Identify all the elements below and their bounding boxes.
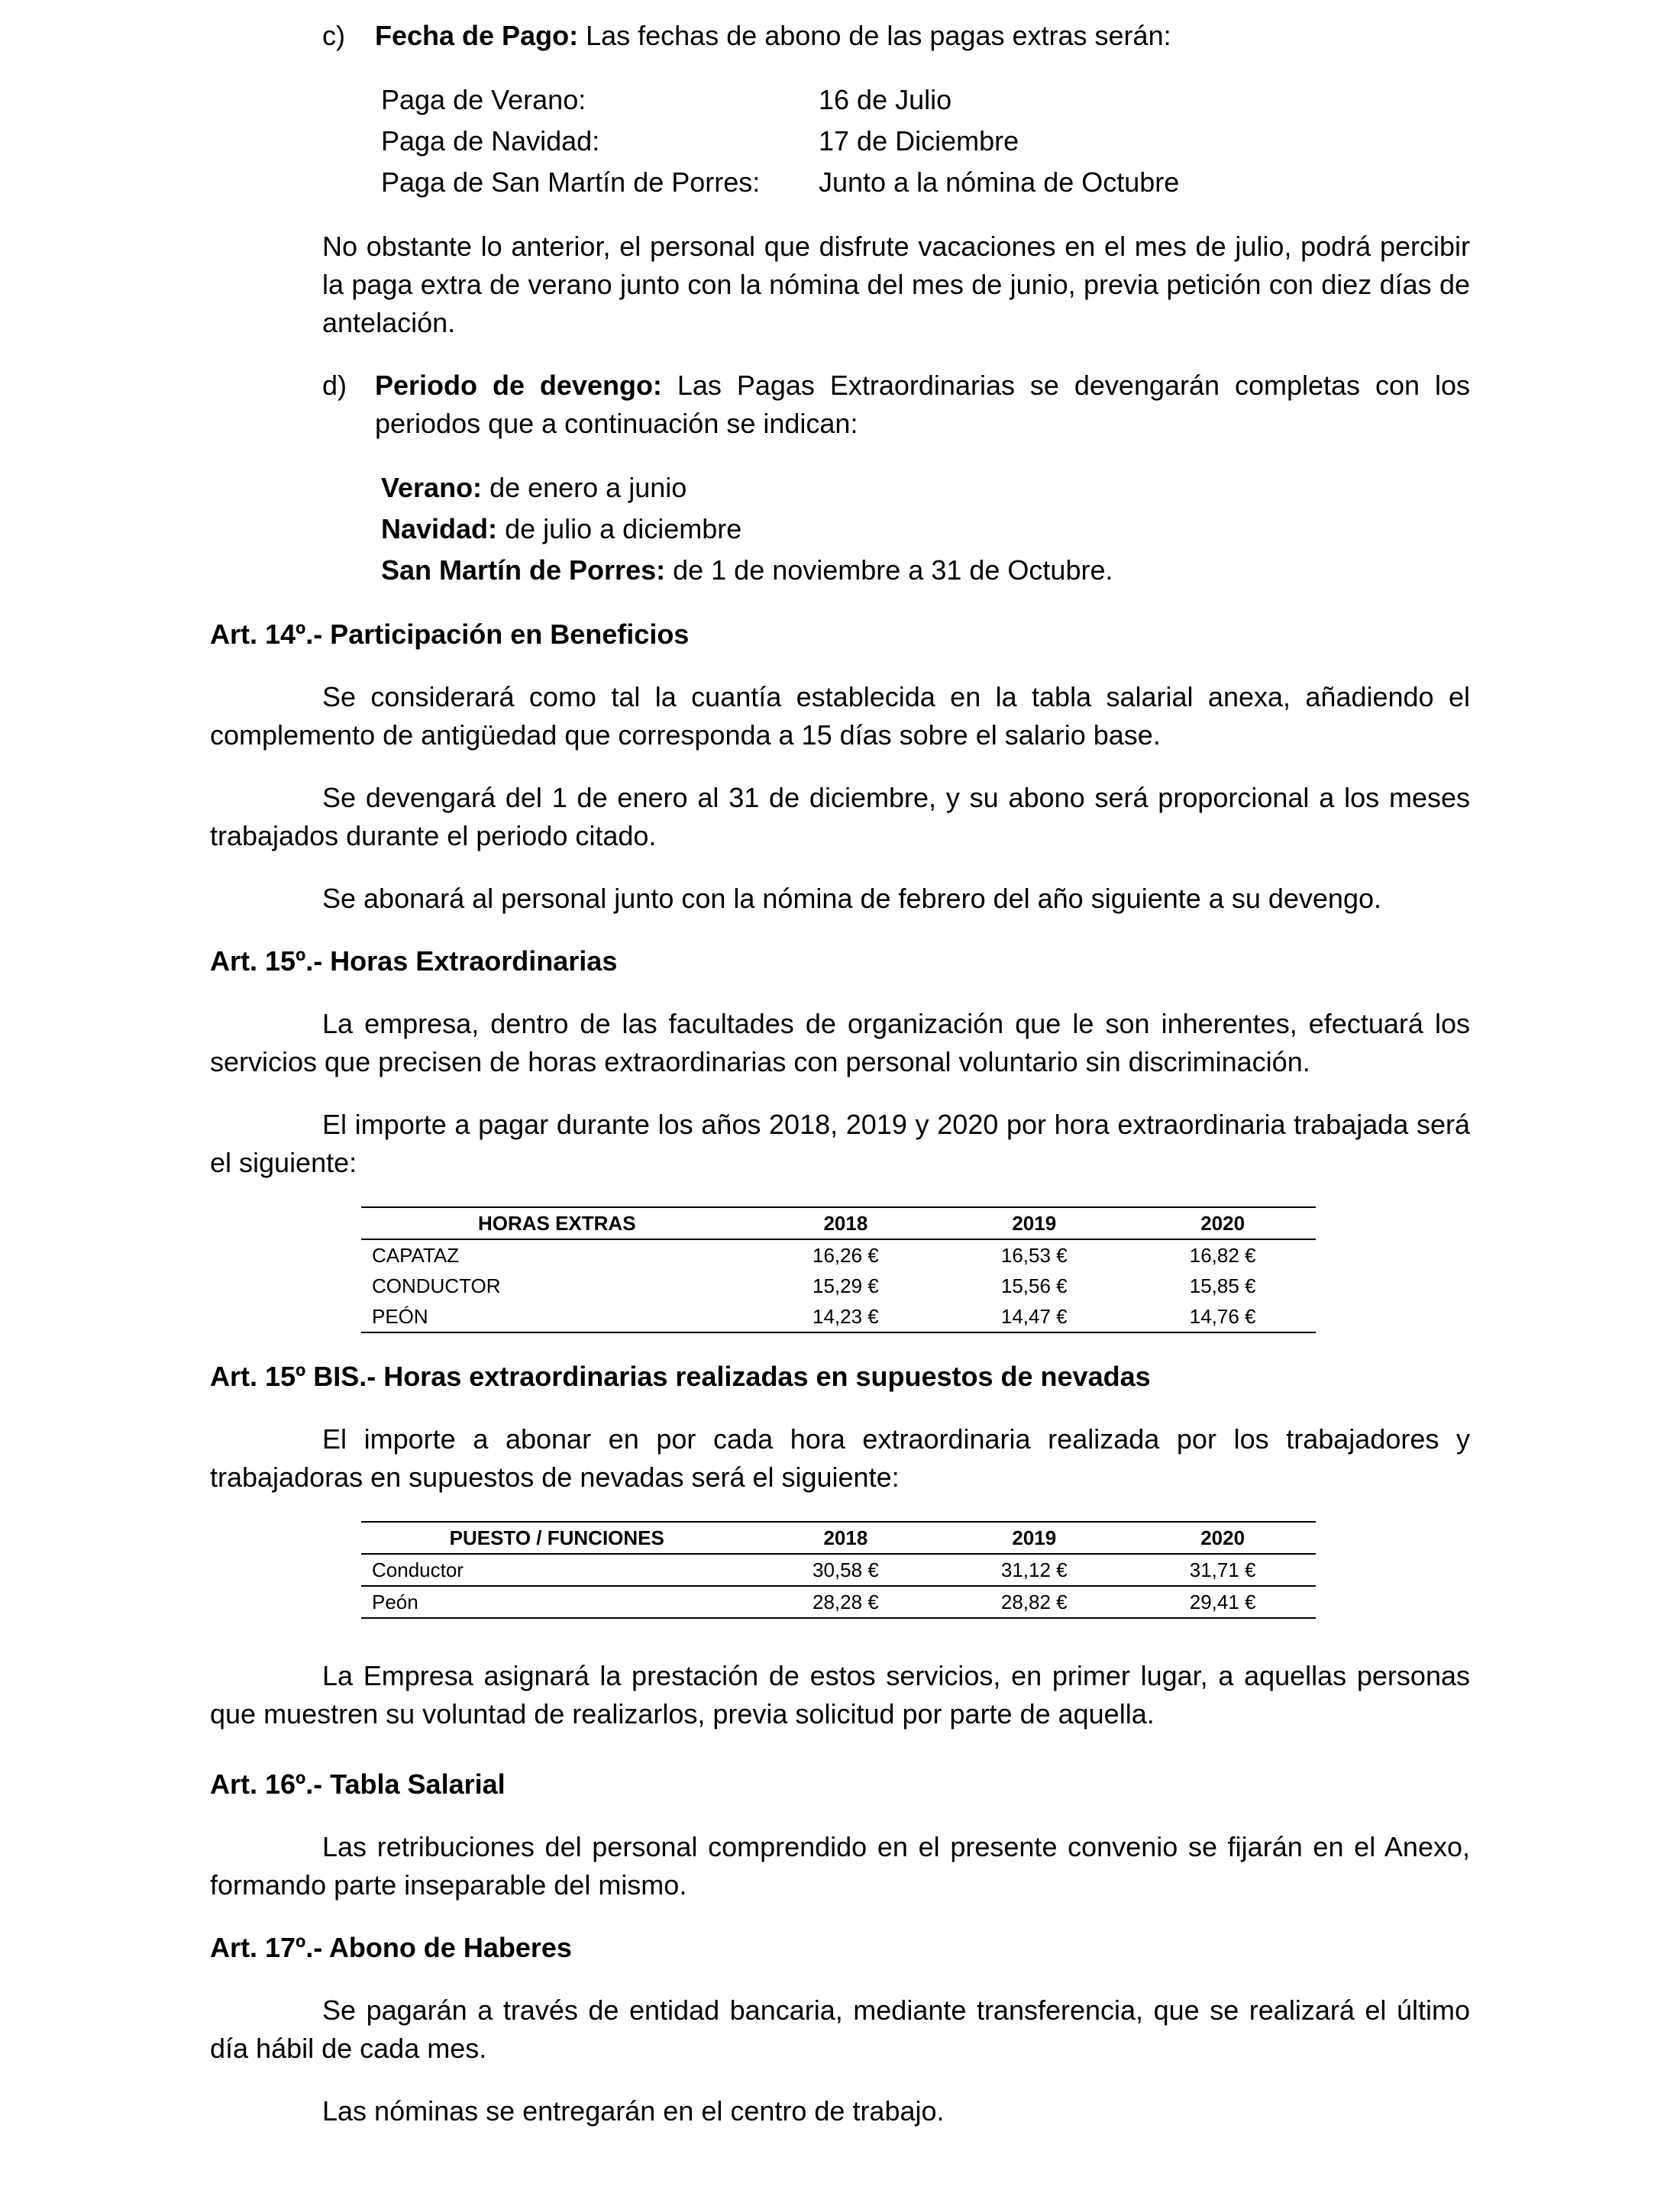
list-item-d-marker: d) xyxy=(322,370,347,401)
table-cell: 16,53 € xyxy=(1000,1244,1068,1267)
table-cell: Conductor xyxy=(361,1554,753,1586)
table-header-row xyxy=(361,1207,1316,1239)
periodo-devengo-text: Las Pagas Extraordinarias se devengarán completas con los periodos que a continuación se indican: xyxy=(375,370,1470,439)
pay-schedule-value: Junto a la nómina de Octubre xyxy=(819,166,1180,198)
table-row xyxy=(361,1271,1316,1301)
table-header-cell: HORAS EXTRAS xyxy=(361,1207,753,1239)
accrual-period-label: Navidad: xyxy=(381,513,498,544)
pay-schedule-value: 17 de Diciembre xyxy=(819,125,1019,157)
article-15-paragraph-2: El importe a pagar durante los años 2018, 2019 y 2020 por hora extraordinaria trabajada será el siguiente: xyxy=(210,1109,1470,1178)
article-15bis-paragraph-2: La Empresa asignará la prestación de estos servicios, en primer lugar, a aquellas personas que muestren su voluntad de realizarlos, previa solicitud por parte de aquella. xyxy=(210,1660,1470,1730)
article-16-heading: Art. 16º.- Tabla Salarial xyxy=(210,1768,506,1800)
pay-schedule-row xyxy=(381,121,1470,162)
list-item-c xyxy=(322,17,1470,55)
table-cell: PEÓN xyxy=(372,1305,428,1328)
pay-schedule-row xyxy=(381,79,1470,121)
table-cell: Peón xyxy=(361,1586,753,1618)
table-row xyxy=(361,1301,1316,1332)
table-cell: CONDUCTOR xyxy=(372,1274,501,1297)
table-cell: 15,29 € xyxy=(813,1274,879,1297)
table-header-cell: 2019 xyxy=(939,1207,1129,1239)
accrual-period-row xyxy=(381,509,1470,550)
fecha-de-pago-label: Fecha de Pago: xyxy=(375,20,579,51)
article-15bis-heading: Art. 15º BIS.- Horas extraordinarias realizadas en supuestos de nevadas xyxy=(210,1361,1151,1392)
table-cell: 14,76 € xyxy=(1189,1305,1256,1328)
table-header-cell: 2020 xyxy=(1129,1522,1316,1554)
table-cell: 15,85 € xyxy=(1189,1274,1256,1297)
accrual-periods-list xyxy=(381,467,1470,591)
article-17-paragraph-1: Se pagarán a través de entidad bancaria, mediante transferencia, que se realizará el último día hábil de cada mes. xyxy=(210,1994,1470,2064)
table-cell: 28,28 € xyxy=(753,1586,939,1618)
pay-schedule-label: Paga de Navidad: xyxy=(381,125,600,157)
table-header-cell: 2019 xyxy=(939,1522,1129,1554)
pay-schedule-label: Paga de San Martín de Porres: xyxy=(381,166,761,198)
article-15-paragraph-1: La empresa, dentro de las facultades de organización que le son inherentes, efectuará los servicios que precisen de horas extraordinarias con personal voluntario sin discriminación. xyxy=(210,1008,1470,1077)
article-15bis-paragraph-1: El importe a abonar en por cada hora extraordinaria realizada por los trabajadores y trabajadoras en supuestos de nevadas será el siguiente: xyxy=(210,1423,1470,1493)
list-item-d-text xyxy=(375,367,1470,443)
horas-extras-table xyxy=(361,1206,1316,1333)
list-item-c-text xyxy=(375,17,1470,55)
table-cell: 14,23 € xyxy=(813,1305,879,1328)
article-14-paragraph-2: Se devengará del 1 de enero al 31 de diciembre, y su abono será proporcional a los meses trabajados durante el periodo citado. xyxy=(210,782,1470,851)
table-row xyxy=(361,1554,1316,1586)
accrual-period-row xyxy=(381,467,1470,509)
article-17-paragraph-2: Las nóminas se entregarán en el centro de trabajo. xyxy=(322,2095,945,2127)
table-cell: 15,56 € xyxy=(1000,1274,1068,1297)
table-header-cell: PUESTO / FUNCIONES xyxy=(361,1522,753,1554)
accrual-period-value: de enero a junio xyxy=(489,472,687,503)
article-14-paragraph-3: Se abonará al personal junto con la nómina de febrero del año siguiente a su devengo. xyxy=(322,883,1381,914)
table-row xyxy=(361,1586,1316,1618)
table-cell: 31,71 € xyxy=(1129,1554,1316,1586)
table-cell: CAPATAZ xyxy=(372,1244,460,1267)
table-cell: 29,41 € xyxy=(1129,1586,1316,1618)
list-item-c-marker: c) xyxy=(322,20,345,51)
table-header-row xyxy=(361,1522,1316,1554)
table-cell: 14,47 € xyxy=(1000,1305,1068,1328)
pay-schedule-value: 16 de Julio xyxy=(819,84,952,115)
article-14-paragraph-1: Se considerará como tal la cuantía establecida en la tabla salarial anexa, añadiendo el complemento de antigüedad que corresponda a 15 días sobre el salario base. xyxy=(210,681,1470,751)
table-header-cell: 2018 xyxy=(753,1207,939,1239)
article-15-heading: Art. 15º.- Horas Extraordinarias xyxy=(210,945,618,977)
article-17-heading: Art. 17º.- Abono de Haberes xyxy=(210,1932,572,1963)
table-header-cell: 2018 xyxy=(753,1522,939,1554)
article-16-paragraph-1: Las retribuciones del personal comprendido en el presente convenio se fijarán en el Anexo, formando parte inseparable del mismo. xyxy=(210,1831,1470,1901)
table-cell: 16,82 € xyxy=(1189,1244,1256,1267)
table-cell: 28,82 € xyxy=(939,1586,1129,1618)
table-cell: 16,26 € xyxy=(813,1244,879,1267)
accrual-period-label: Verano: xyxy=(381,472,483,503)
fecha-de-pago-text: Las fechas de abono de las pagas extras serán: xyxy=(586,20,1171,51)
accrual-period-row xyxy=(381,550,1470,591)
nevadas-table xyxy=(361,1521,1316,1619)
periodo-devengo-label: Periodo de devengo: xyxy=(375,370,662,401)
article-14-heading: Art. 14º.- Participación en Beneficios xyxy=(210,618,690,650)
table-header-cell: 2020 xyxy=(1129,1207,1316,1239)
list-item-d xyxy=(322,367,1470,443)
accrual-period-value: de 1 de noviembre a 31 de Octubre. xyxy=(673,554,1113,586)
table-row xyxy=(361,1239,1316,1271)
pay-schedule-list xyxy=(381,79,1470,203)
table-cell: 30,58 € xyxy=(753,1554,939,1586)
accrual-period-value: de julio a diciembre xyxy=(505,513,742,544)
pay-schedule-row xyxy=(381,162,1470,203)
pay-schedule-label: Paga de Verano: xyxy=(381,84,586,115)
paragraph-vacations: No obstante lo anterior, el personal que disfrute vacaciones en el mes de julio, podrá percibir la paga extra de verano junto con la nómina del mes de junio, previa petición con diez días de antelación. xyxy=(322,231,1470,338)
accrual-period-label: San Martín de Porres: xyxy=(381,554,666,586)
table-cell: 31,12 € xyxy=(939,1554,1129,1586)
